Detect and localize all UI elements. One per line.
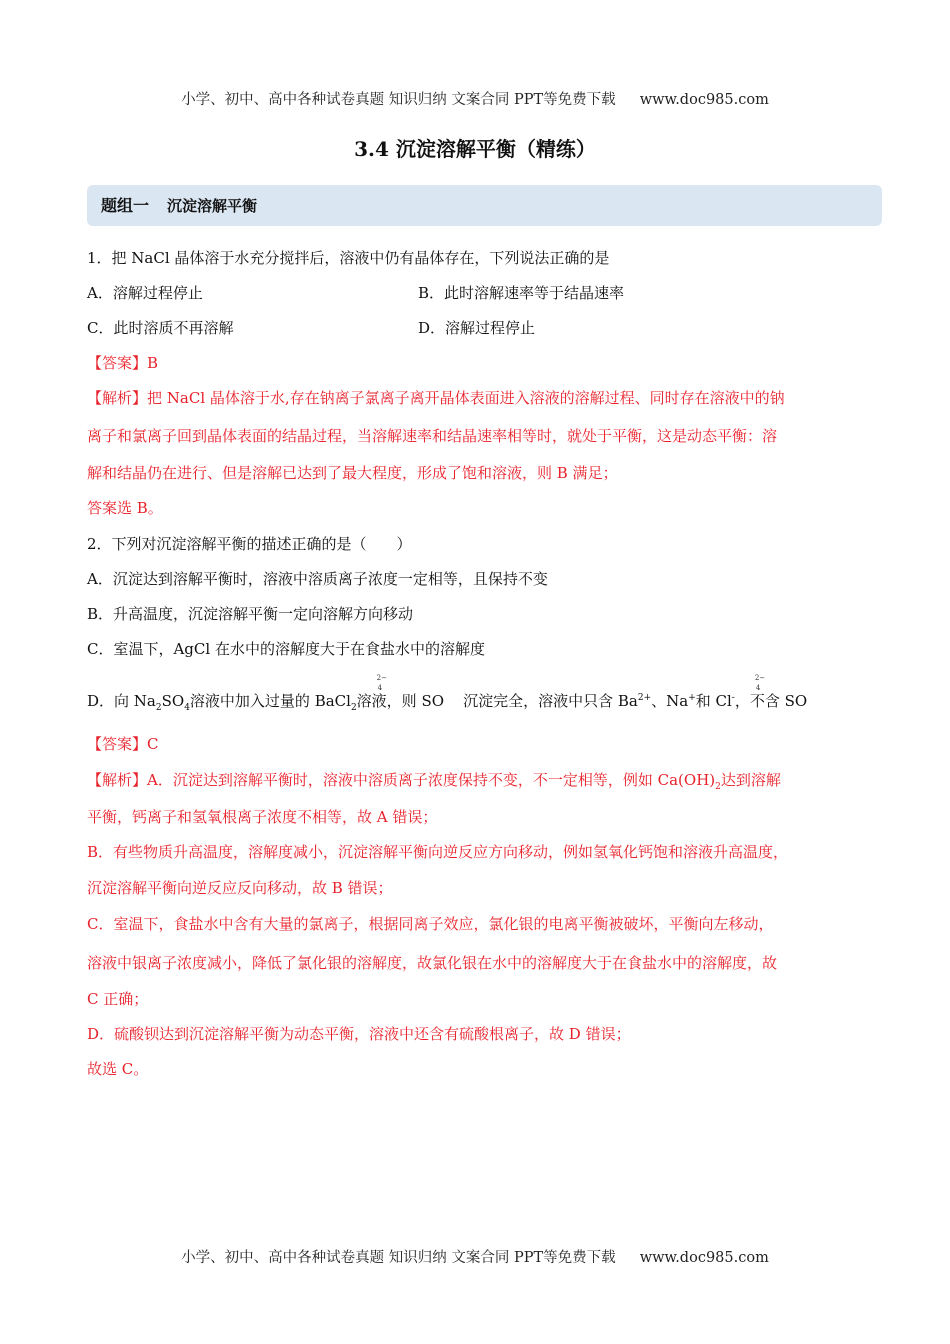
q2-optd-text-4: 溶液，则 SO: [356, 692, 445, 710]
q2-explanation-tag: 【解析】: [87, 771, 148, 789]
q2-explanation-line-6: 溶液中银离子浓度减小，降低了氯化银的溶解度，故氯化银在水中的溶解度大于在食盐水中的溶解度，故: [87, 954, 778, 972]
q2-optd-text-3: 溶液中加入过量的 BaCl: [189, 692, 351, 710]
q2-explanation-line-9: 故选 C。: [87, 1060, 149, 1078]
q1-option-b: B．此时溶解速率等于结晶速率: [418, 284, 625, 302]
q2-explanation-text-1: A．沉淀达到溶解平衡时，溶液中溶质离子浓度保持不变，不一定相等，例如 Ca(OH): [147, 771, 716, 789]
q2-optd-text-5: 沉淀完全，溶液中只含 Ba: [463, 692, 638, 710]
page-header: [0, 88, 950, 109]
sulfate-index-2: 4: [755, 684, 761, 692]
q2-explanation-sub-1: 2: [715, 782, 721, 792]
q2-optd-sup-1: 2+: [637, 693, 652, 703]
q1-explanation-line-1: [87, 387, 785, 409]
q2-optd-text-7: 和 Cl: [695, 692, 732, 710]
q2-optd-text-8: ，不含 SO: [734, 692, 808, 710]
q2-answer: 【答案】C: [87, 735, 159, 753]
sulfate-charge-1: 2−: [376, 674, 387, 682]
q2-explanation-line-2: 平衡，钙离子和氢氧根离子浓度不相等，故 A 错误；: [87, 808, 438, 826]
q2-optd-sub-3: 2: [350, 703, 357, 713]
page-footer: [0, 1246, 950, 1267]
q1-answer: 【答案】B: [87, 354, 159, 372]
q2-explanation-line-7: C 正确；: [87, 990, 149, 1008]
q1-option-d: D．溶解过程停止: [418, 319, 536, 337]
q2-optd-text-1: D．向 Na: [87, 692, 156, 710]
q2-option-d: [87, 674, 808, 719]
q2-optd-text-2: SO: [161, 692, 185, 710]
q2-explanation-line-3: B．有些物质升高温度，溶解度减小，沉淀溶解平衡向逆反应方向移动，例如氢氧化钙饱和溶液升高温度，: [87, 843, 789, 861]
q1-explanation-text-1: 把 NaCl 晶体溶于水,存在钠离子氯离子离开晶体表面进入溶液的溶解过程、同时存在溶液中的钠: [147, 389, 785, 407]
sulfate-ion-2: [734, 674, 808, 712]
q1-explanation-line-2: 离子和氯离子回到晶体表面的结晶过程，当溶解速率和结晶速率相等时，就处于平衡，这是动态平衡：溶: [87, 427, 778, 445]
q2-optd-sup-3: -: [731, 693, 735, 703]
q1-explanation-line-3: 解和结晶仍在进行、但是溶解已达到了最大程度，形成了饱和溶液，则 B 满足；: [87, 464, 618, 482]
section-name: 沉淀溶解平衡: [167, 197, 258, 215]
q1-option-a: A．溶解过程停止: [87, 284, 203, 302]
q2-option-b: B．升高温度，沉淀溶解平衡一定向溶解方向移动: [87, 605, 414, 623]
q2-stem: 2．下列对沉淀溶解平衡的描述正确的是（ ）: [87, 535, 412, 553]
section-banner: [87, 185, 882, 226]
sulfate-charge-2: 2−: [754, 674, 766, 682]
q1-stem: 1．把 NaCl 晶体溶于水充分搅拌后，溶液中仍有晶体存在，下列说法正确的是: [87, 249, 610, 267]
sulfate-index-1: 4: [377, 684, 383, 692]
q2-option-c: C．室温下，AgCl 在水中的溶解度大于在食盐水中的溶解度: [87, 640, 485, 658]
q1-explanation-tag: 【解析】: [87, 389, 148, 407]
sulfate-ion-1: [356, 674, 445, 712]
footer-site-link[interactable]: www.doc985.com: [639, 1250, 769, 1266]
footer-text: 小学、初中、高中各种试卷真题 知识归纳 文案合同 PPT等免费下载: [181, 1250, 616, 1266]
page-title: 3.4 沉淀溶解平衡（精练）: [354, 137, 596, 161]
q2-explanation-line-1: [87, 769, 781, 798]
q1-explanation-line-4: 答案选 B。: [87, 499, 163, 517]
q2-explanation-text-2: 达到溶解: [720, 771, 781, 789]
q2-optd-sub-2: 4: [184, 703, 190, 713]
header-text: 小学、初中、高中各种试卷真题 知识归纳 文案合同 PPT等免费下载: [181, 92, 616, 108]
q2-optd-sub-1: 2: [155, 703, 162, 713]
q2-explanation-line-4: 沉淀溶解平衡向逆反应反向移动，故 B 错误；: [87, 879, 393, 897]
section-label: 题组一: [101, 196, 150, 215]
q1-option-c: C．此时溶质不再溶解: [87, 319, 234, 337]
q2-option-a: A．沉淀达到溶解平衡时，溶液中溶质离子浓度一定相等，且保持不变: [87, 570, 548, 588]
q2-explanation-line-5: C．室温下，食盐水中含有大量的氯离子，根据同离子效应，氯化银的电离平衡被破坏，平衡向左移动，: [87, 915, 774, 933]
header-site-link[interactable]: www.doc985.com: [639, 92, 769, 108]
q2-explanation-line-8: D．硫酸钡达到沉淀溶解平衡为动态平衡，溶液中还含有硫酸根离子，故 D 错误；: [87, 1025, 631, 1043]
q2-optd-text-6: 、Na: [651, 692, 689, 710]
q2-optd-sup-2: +: [688, 693, 696, 703]
